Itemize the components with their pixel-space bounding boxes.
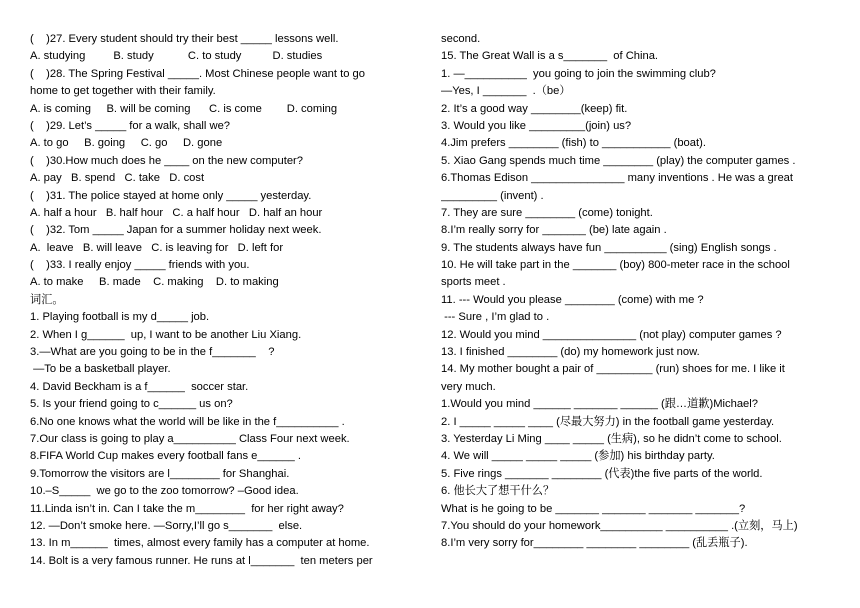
text-line: 3. Would you like _________(join) us? bbox=[441, 119, 632, 132]
text-line: 词汇。 bbox=[30, 293, 64, 306]
text-line: ( )30.How much does he ____ on the new computer? bbox=[30, 154, 304, 167]
text-line: 11.Linda isn’t in. Can I take the m________ for her right away? bbox=[30, 502, 344, 515]
text-line: 9.Tomorrow the visitors are l________ for Shanghai. bbox=[30, 467, 290, 480]
text-line: 12. Would you mind _______________ (not play) computer games ? bbox=[441, 328, 782, 341]
text-line: 3.—What are you going to be in the f_______ ? bbox=[30, 346, 275, 359]
text-line: very much. bbox=[441, 380, 496, 393]
text-line: 5. Xiao Gang spends much time ________ (play) the computer games . bbox=[441, 154, 796, 167]
text-line: 8.I’m really sorry for _______ (be) late again . bbox=[441, 224, 667, 237]
text-line: A. leave B. will leave C. is leaving for D. left for bbox=[30, 241, 284, 254]
text-line: 6.No one knows what the world will be like in the f__________ . bbox=[30, 415, 345, 428]
text-line: A. to go B. going C. go D. gone bbox=[30, 137, 223, 150]
text-line: 13. I finished ________ (do) my homework just now. bbox=[441, 346, 700, 359]
text-line: second. bbox=[441, 33, 481, 45]
text-line: A. half a hour B. half hour C. a half hour D. half an hour bbox=[30, 206, 323, 219]
text-line: 5. Five rings _______ ________ (代表)the five parts of the world. bbox=[441, 467, 763, 480]
text-line: 1.Would you mind ______ _______ ______ (跟…道歉)Michael? bbox=[441, 398, 758, 411]
text-line: 7.Our class is going to play a__________ Class Four next week. bbox=[30, 432, 350, 445]
text-line: 8.FIFA World Cup makes every football fans e______ . bbox=[30, 450, 301, 463]
text-line: 5. Is your friend going to c______ us on? bbox=[30, 398, 233, 411]
text-line: ( )33. I really enjoy _____ friends with you. bbox=[30, 259, 250, 272]
right-column bbox=[441, 31, 837, 553]
left-column bbox=[30, 31, 428, 570]
text-line: home to get together with their family. bbox=[30, 85, 216, 98]
text-line: 7. They are sure ________ (come) tonight. bbox=[441, 206, 653, 219]
text-line: —To be a basketball player. bbox=[30, 363, 171, 376]
text-line: 9. The students always have fun __________ (sing) English songs . bbox=[441, 241, 777, 254]
text-line: ( )28. The Spring Festival _____. Most Chinese people want to go bbox=[30, 67, 365, 80]
text-line: 10.–S_____ we go to the zoo tomorrow? –Good idea. bbox=[30, 485, 299, 498]
text-line: —Yes, I _______ .（be） bbox=[441, 85, 571, 98]
text-line: 12. —Don’t smoke here. —Sorry,I’ll go s_______ else. bbox=[30, 519, 303, 532]
text-line: 14. Bolt is a very famous runner. He runs at l_______ ten meters per bbox=[30, 554, 373, 567]
text-line: 13. In m______ times, almost every family has a computer at home. bbox=[30, 537, 370, 550]
text-line: 7.You should do your homework__________ __________ .(立刻，马上) bbox=[441, 519, 798, 532]
text-line: A. to make B. made C. making D. to making bbox=[30, 276, 279, 289]
text-line: _________ (invent) . bbox=[441, 189, 544, 202]
text-line: 14. My mother bought a pair of _________ (run) shoes for me. I like it bbox=[441, 363, 785, 376]
text-line: 6. 他长大了想干什么？ bbox=[441, 485, 555, 498]
text-line: 11. --- Would you please ________ (come) with me ? bbox=[441, 293, 704, 306]
text-line: 10. He will take part in the _______ (boy) 800-meter race in the school bbox=[441, 259, 790, 272]
text-line: 3. Yesterday Li Ming ____ _____ (生病), so he didn’t come to school. bbox=[441, 432, 782, 445]
text-line: ( )31. The police stayed at home only _____ yesterday. bbox=[30, 189, 312, 202]
text-line: 2. When I g______ up, I want to be another Liu Xiang. bbox=[30, 328, 302, 341]
text-line: 6.Thomas Edison _______________ many inventions . He was a great bbox=[441, 172, 794, 185]
text-line: A. studying B. study C. to study D. studies bbox=[30, 50, 323, 63]
text-line: 4. David Beckham is a f______ soccer star. bbox=[30, 380, 249, 393]
text-line: sports meet . bbox=[441, 276, 506, 289]
text-line: 15. The Great Wall is a s_______ of China. bbox=[441, 50, 659, 63]
text-line: 4. We will _____ _____ _____ (参加) his birthday party. bbox=[441, 450, 715, 463]
text-line: 8.I’m very sorry for________ ________ ________ (乱丢瓶子). bbox=[441, 537, 748, 550]
text-line: 2. It’s a good way ________(keep) fit. bbox=[441, 102, 628, 115]
text-line: 1. —__________ you going to join the swimming club? bbox=[441, 67, 716, 80]
text-line: 4.Jim prefers ________ (fish) to ___________ (boat). bbox=[441, 137, 706, 150]
text-line: What is he going to be _______ _______ _______ _______? bbox=[441, 502, 746, 515]
text-line: ( )29. Let’s _____ for a walk, shall we? bbox=[30, 119, 231, 132]
text-line: 2. I _____ _____ ____ (尽最大努力) in the football game yesterday. bbox=[441, 415, 775, 428]
text-line: --- Sure , I’m glad to . bbox=[441, 311, 550, 324]
text-line: ( )27. Every student should try their best _____ lessons well. bbox=[30, 33, 339, 45]
text-line: ( )32. Tom _____ Japan for a summer holiday next week. bbox=[30, 224, 322, 237]
text-line: A. pay B. spend C. take D. cost bbox=[30, 172, 205, 185]
text-line: 1. Playing football is my d_____ job. bbox=[30, 311, 210, 324]
text-line: A. is coming B. will be coming C. is come D. coming bbox=[30, 102, 338, 115]
